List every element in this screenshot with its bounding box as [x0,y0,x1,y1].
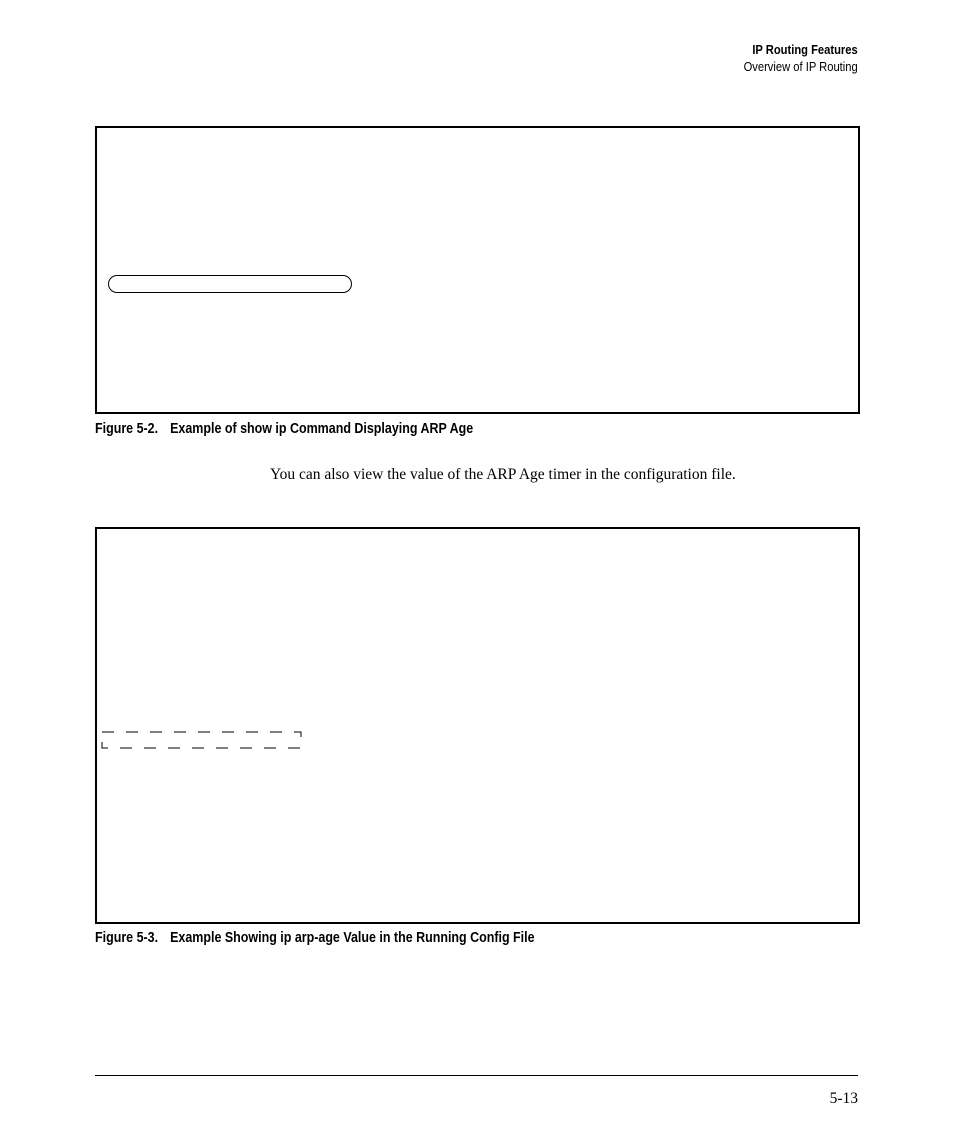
figure-5-2-caption [95,421,473,437]
figure-number: Figure 5-2. [95,421,159,437]
figure-5-2-frame [95,126,860,414]
arp-age-highlight-dashed-box [101,731,302,749]
figure-5-3-frame [95,527,860,924]
body-paragraph: You can also view the value of the ARP Age timer in the configuration file. [270,466,736,483]
page-number: 5-13 [829,1090,858,1107]
arp-age-highlight-oval [108,275,352,293]
figure-number: Figure 5-3. [95,930,159,946]
figure-5-3-caption [95,930,535,946]
section-title: Overview of IP Routing [743,59,858,74]
running-header [725,41,858,75]
chapter-title: IP Routing Features [752,42,858,57]
footer-rule [95,1075,858,1076]
figure-caption-text: Example Showing ip arp-age Value in the Running Config File [170,930,535,946]
figure-caption-text: Example of show ip Command Displaying ARP Age [170,421,474,437]
